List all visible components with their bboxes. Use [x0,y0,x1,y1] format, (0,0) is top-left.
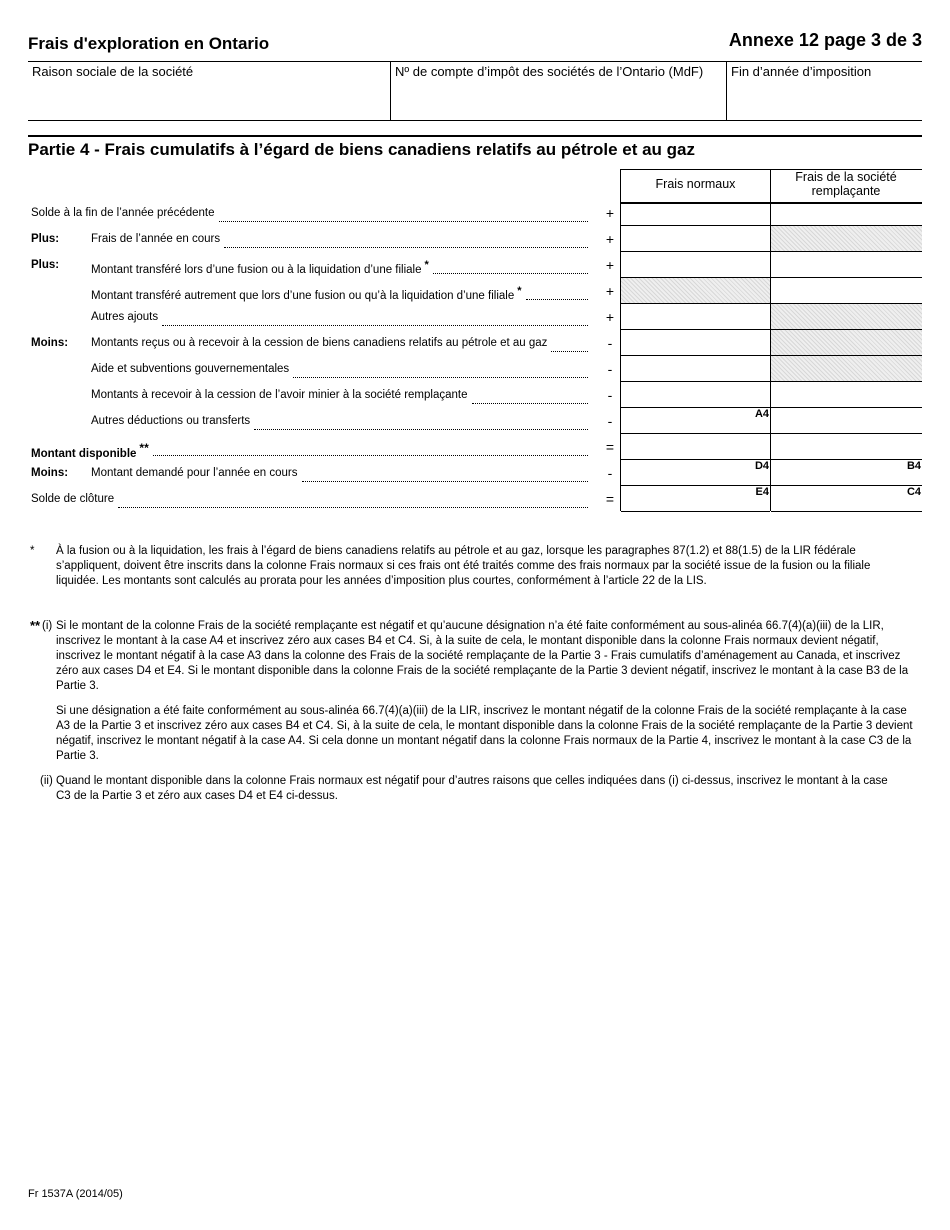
part4-row [0,486,950,512]
frais-remplacante-cell [771,226,922,252]
frais-normaux-cell[interactable] [621,434,770,460]
note-i-marker: (i) [42,620,53,632]
row-label: Montant demandé pour l’année en cours [91,467,298,479]
row-label: Montants reçus ou à recevoir à la cession de biens canadiens relatifs au pétrole et au gaz [91,337,548,349]
part4-row [0,200,950,226]
part4-row [0,460,950,486]
frais-normaux-cell[interactable] [621,382,770,408]
dot-leader [433,259,588,274]
row-label: Montants à recevoir à la cession de l’avoir minier à la société remplaçante [91,389,468,401]
part4-row [0,356,950,382]
operator-sign: - [607,335,613,351]
dot-leader [219,207,588,222]
row-prefix: Moins: [31,337,69,349]
frais-normaux-cell[interactable] [621,356,770,382]
row-prefix: Moins: [31,467,69,479]
operator-sign: + [605,205,615,221]
row-label: Autres déductions ou transferts [91,415,251,427]
row-label: Montant disponible ** [31,441,149,460]
note-i-paragraph-1: Si le montant de la colonne Frais de la société remplaçante est négatif et qu’aucune désignation n’a été faite conformément au sous-alinéa 66.7(4)(a)(iii) de la LIR, inscrivez le montant à la case A4 et inscrivez zéro aux cases B4 et C4. Si, à la suite de cela, le montant disponible dans la colonne Frais normaux devient négatif, inscrivez le montant négatif à la case A3 dans la colonne des Frais de la société remplaçante de la Partie 3 - Frais cumulatifs d’aménagement au Canada, et inscrivez zéro aux cases D4 et E4. Si le montant disponible dans la colonne Frais de la société remplaçante de la Partie 3 devient négatif, inscrivez le montant à la case B3 de la Partie 3. [56,620,909,692]
operator-sign: - [607,387,613,403]
part4-row [0,252,950,278]
frais-normaux-cell[interactable] [621,486,770,512]
part4-title: Partie 4 - Frais cumulatifs à l’égard de biens canadiens relatifs au pétrole et au gaz [28,135,922,160]
compte-mdf-label: Nº de compte d’impôt des sociétés de l’Ontario (MdF) [395,64,704,79]
fin-annee-field[interactable] [727,62,922,120]
star-note: À la fusion ou à la liquidation, les frais à l’égard de biens canadiens relatifs au pétrole et au gaz, lorsque les paragraphes 87(1.2) et 88(1.5) de la LIR fédérale s’appliquent, doivent être inscrits dans la colonne Frais normaux si ces frais ont été traités comme des frais normaux par la société issue de la fusion ou la filiale liquidée. Les montants sont calculés au prorata pour les années d’imposition plus courtes, conformément à l’article 22 de la LIS. [56,545,871,587]
operator-sign: + [605,283,615,299]
star-marker: * [30,545,35,557]
box-code: D4 [754,460,769,472]
box-code: C4 [906,486,921,498]
frais-normaux-cell[interactable] [621,252,770,278]
dot-leader [472,389,589,404]
row-prefix: Plus: [31,259,60,271]
annexe-page-indicator: Annexe 12 page 3 de 3 [728,30,922,50]
raison-sociale-label: Raison sociale de la société [32,64,194,79]
operator-sign: - [607,361,613,377]
row-label: Solde de clôture [31,493,115,505]
note-i-paragraph-2: Si une désignation a été faite conformément au sous-alinéa 66.7(4)(a)(iii) de la LIR, inscrivez le montant négatif de la colonne Frais de la société remplaçante à la case A3 de la Partie 3 et inscrivez zéro aux cases B4 et C4. Si, à la suite de cela, le montant disponible dans la colonne Frais de la société remplaçante de la Partie 3 devient négatif, inscrivez le montant négatif à la case A4. Si cela donne un montant négatif dans la colonne Frais normaux de la Partie 4, inscrivez le montant à la case C3 de la Partie 3. [56,705,913,762]
dot-leader [254,415,588,430]
operator-sign: - [607,465,613,481]
frais-remplacante-cell[interactable] [771,382,922,408]
row-label: Solde à la fin de l’année précédente [31,207,215,219]
footnote-marker: ** [139,441,149,455]
row-label: Aide et subventions gouvernementales [91,363,290,375]
note-ii-marker: (ii) [40,775,53,787]
operator-sign: = [605,439,615,455]
box-code: A4 [754,408,769,420]
operator-sign: + [605,309,615,325]
dot-leader [162,311,588,326]
row-label: Frais de l’année en cours [91,233,221,245]
part4-row [0,304,950,330]
dot-leader [153,441,588,456]
col-frais-normaux: Frais normaux [655,177,736,191]
dot-leader [526,285,589,300]
frais-remplacante-cell [771,356,922,382]
frais-remplacante-cell[interactable] [771,460,922,486]
frais-remplacante-cell[interactable] [771,278,922,304]
operator-sign: + [605,257,615,273]
double-star-marker: ** [30,618,41,633]
row-label: Autres ajouts [91,311,159,323]
frais-remplacante-cell[interactable] [771,486,922,512]
box-code: E4 [755,486,769,498]
frais-remplacante-cell[interactable] [771,252,922,278]
frais-normaux-cell[interactable] [621,330,770,356]
frais-normaux-cell[interactable] [621,460,770,486]
frais-normaux-cell[interactable] [621,200,770,226]
note-ii-paragraph: Quand le montant disponible dans la colonne Frais normaux est négatif pour d’autres raisons que celles indiquées dans (i) ci-dessus, inscrivez le montant à la case C3 de la Partie 3 et zéro aux cases D4 et E4 ci-dessus. [56,775,888,802]
identification-table [28,61,922,121]
row-label: Montant transféré lors d’une fusion ou à la liquidation d’une filiale * [91,259,429,276]
fin-annee-label: Fin d’année d’imposition [731,64,872,79]
frais-normaux-cell[interactable] [621,408,770,434]
footnote-marker: * [424,259,429,271]
operator-sign: = [605,491,615,507]
compte-mdf-field[interactable] [391,62,727,120]
footnote-marker: * [517,285,522,297]
part4-row [0,382,950,408]
dot-leader [118,493,588,508]
row-prefix: Plus: [31,233,60,245]
row-label: Montant transféré autrement que lors d’une fusion ou qu’à la liquidation d’une filiale * [91,285,522,302]
part4-row [0,330,950,356]
part4-row [0,434,950,460]
dot-leader [551,337,588,352]
part4-row [0,226,950,252]
box-code: B4 [906,460,921,472]
dot-leader [302,467,588,482]
form-title: Frais d'exploration en Ontario [28,34,270,53]
raison-sociale-field[interactable] [28,62,390,120]
operator-sign: - [607,413,613,429]
frais-normaux-cell [621,278,770,304]
frais-remplacante-cell [771,304,922,330]
dot-leader [293,363,588,378]
frais-normaux-cell[interactable] [621,226,770,252]
form-id: Fr 1537A (2014/05) [28,1188,123,1200]
frais-remplacante-cell[interactable] [771,434,922,460]
operator-sign: + [605,231,615,247]
frais-remplacante-cell [771,330,922,356]
frais-remplacante-cell[interactable] [771,200,922,226]
frais-remplacante-cell[interactable] [771,408,922,434]
dot-leader [224,233,588,248]
part4-row [0,278,950,304]
col-frais-remplacante: Frais de la société remplaçante [795,170,897,198]
part4-row [0,408,950,434]
frais-normaux-cell[interactable] [621,304,770,330]
